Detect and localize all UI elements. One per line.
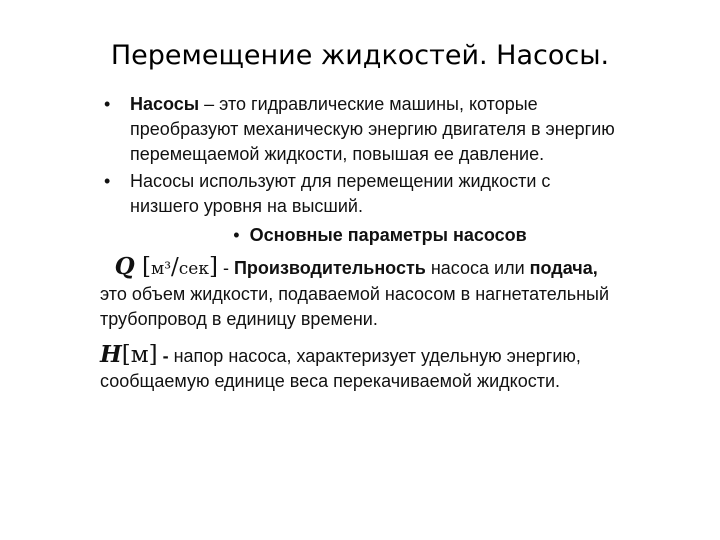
q-symbol: Q xyxy=(114,253,135,280)
slide-title: Перемещение жидкостей. Насосы. xyxy=(110,40,610,71)
head-formula: H[м] xyxy=(100,341,158,368)
h-dash: - xyxy=(157,346,174,366)
param-flow-rate xyxy=(100,254,620,332)
q-dash: - xyxy=(217,258,234,278)
flow-formula: Q [м³/сек] xyxy=(114,253,218,280)
bullet-dot: • xyxy=(233,225,240,245)
q-text1: насоса или xyxy=(425,258,530,278)
params-heading xyxy=(100,223,620,248)
param-head xyxy=(100,342,620,394)
h-unit: м xyxy=(130,342,149,368)
q-text2: это объем жидкости, подаваемой насосом в нагнетательный трубопровод в единицу времени. xyxy=(100,284,610,329)
bullet-pumps-definition xyxy=(100,92,620,167)
term-pumps: Насосы xyxy=(130,94,200,114)
h-text: напор насоса, характеризует удельную энергию, сообщаемую единице веса перекачиваемой жидкости. xyxy=(100,346,581,391)
slide-content xyxy=(100,92,620,394)
q-unit-den: сек xyxy=(178,259,209,279)
bullet-pumps-usage xyxy=(100,169,620,219)
bullet-dot: • xyxy=(104,171,111,191)
term-supply: подача, xyxy=(529,258,598,278)
pumps-usage-text: Насосы используют для перемещении жидкости с низшего уровня на высший. xyxy=(130,171,551,216)
term-productivity: Производительность xyxy=(233,258,426,278)
q-unit-num: м³ xyxy=(150,259,172,279)
pumps-definition-text: – это гидравлические машины, которые преобразуют механическую энергию двигателя в энергию перемещаемой жидкости, повышая ее давление. xyxy=(130,94,615,164)
bullet-dot: • xyxy=(104,94,111,114)
h-symbol: H xyxy=(100,341,122,368)
params-heading-text: Основные параметры насосов xyxy=(249,225,527,245)
